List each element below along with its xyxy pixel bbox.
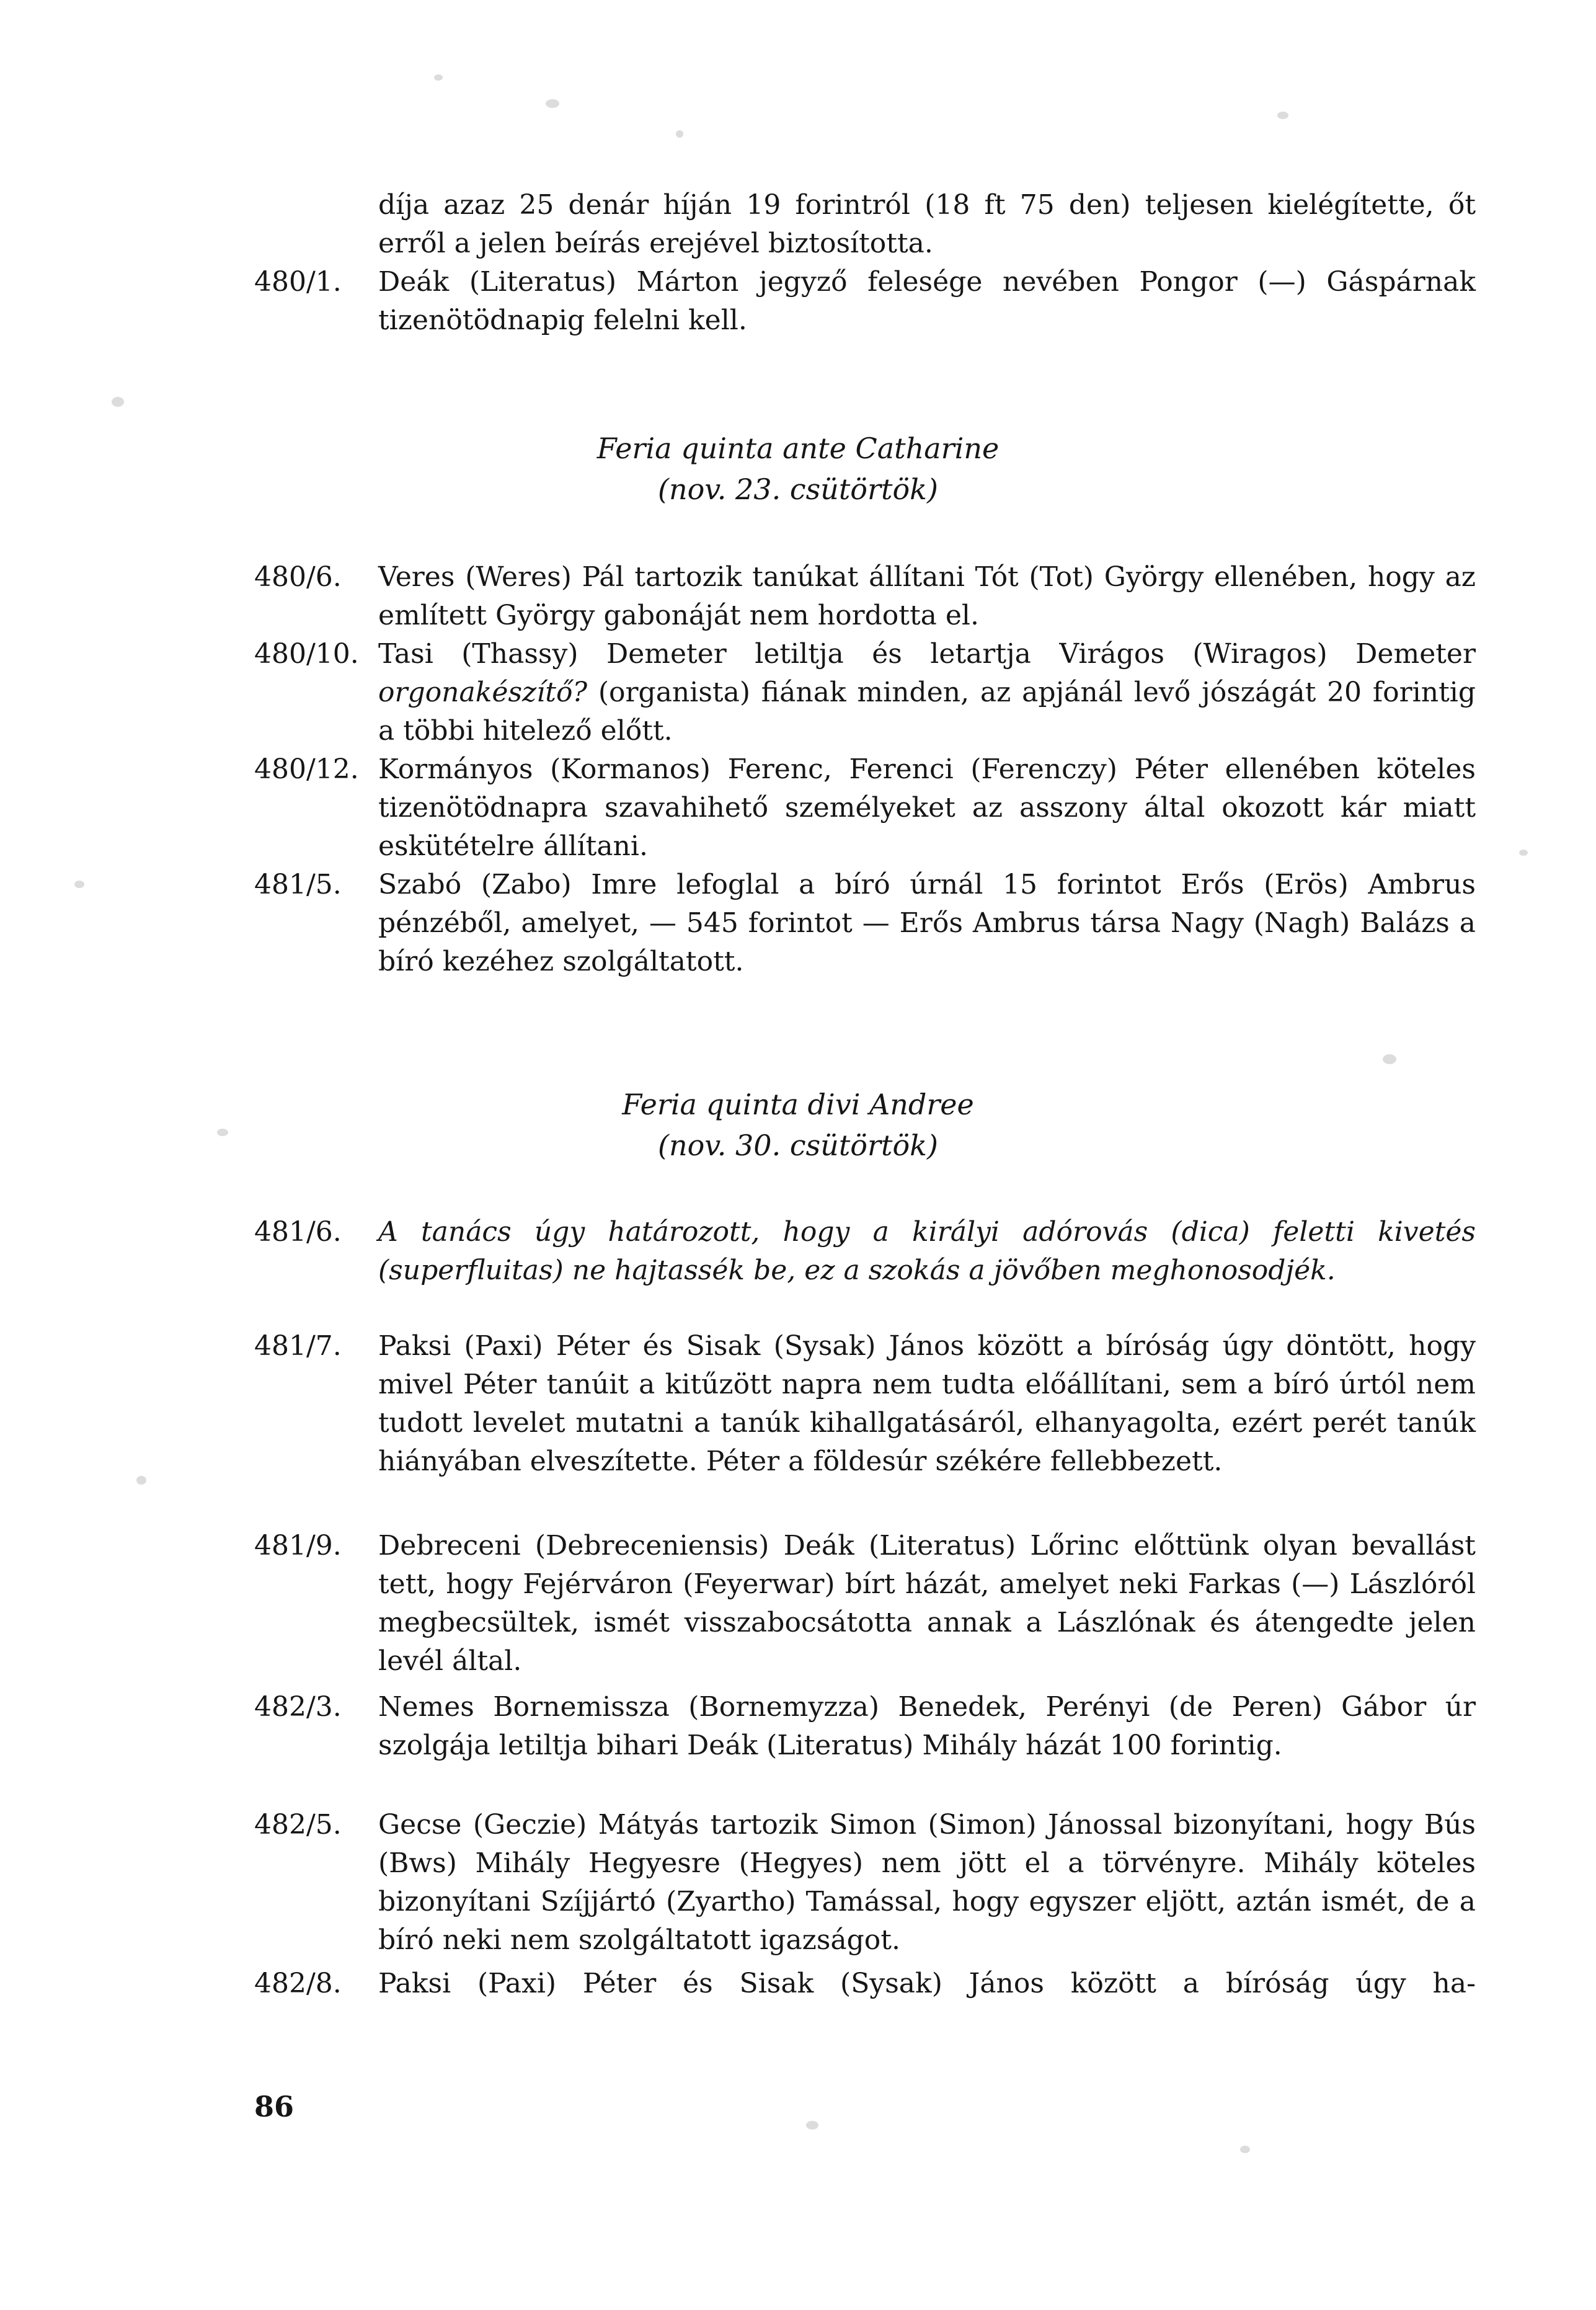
section-heading	[0, 428, 1596, 510]
entry-text-part: (organista) fiának minden, az apjánál levő jószágát 20 forintig a többi hitelező előtt.	[378, 677, 1476, 747]
entry-text: Debreceni (Debreceniensis) Deák (Literatus) Lőrinc előttünk olyan bevallást tett, hogy Fejérváron (Feyerwar) bírt házát, amelyet neki Farkas (—) Lászlóról megbecsültek, ismét visszabocsátotta annak a Lászlónak és átengedte jelen levél által.	[378, 1530, 1476, 1677]
entry-number: 482/5.	[254, 1809, 342, 1841]
entry-number: 480/12.	[254, 753, 359, 785]
scan-speck	[74, 881, 84, 888]
entry-number: 480/6.	[254, 561, 342, 593]
section-heading-line1: Feria quinta ante Catharine	[596, 432, 1000, 465]
entry-text-part: Tasi (Thassy) Demeter letiltja és letartja Virágos (Wiragos) Demeter	[378, 638, 1476, 670]
section-heading	[0, 1084, 1596, 1166]
scan-speck	[136, 1476, 146, 1485]
entry-text: Kormányos (Kormanos) Ferenc, Ferenci (Ferenczy) Péter ellenében köteles tizenötödnapra szavahihető személyeket az asszony által okozott kár miatt eskütételre állítani.	[378, 753, 1476, 862]
entry-text: A tanács úgy határozott, hogy a királyi adórovás (dica) feletti kivetés (superfluitas) ne hajtassék be, ez a szokás a jövőben meghonosodjék.	[378, 1216, 1476, 1286]
entry-continuation-text: díja azaz 25 denár híján 19 forintról (18 ft 75 den) teljesen kielégítette, őt erről a jelen beírás erejével biztosította.	[378, 189, 1476, 259]
entry-number: 481/9.	[254, 1530, 342, 1561]
entry-number: 481/5.	[254, 869, 342, 900]
entry-number: 482/3.	[254, 1691, 342, 1723]
scan-speck	[546, 99, 559, 108]
scan-speck	[1240, 2146, 1250, 2153]
entry-text: Nemes Bornemissza (Bornemyzza) Benedek, Perényi (de Peren) Gábor úr szolgája letiltja bihari Deák (Literatus) Mihály házát 100 forintig.	[378, 1691, 1476, 1761]
entry-number: 481/6.	[254, 1216, 342, 1248]
scan-speck	[1519, 850, 1528, 856]
entry-text: Paksi (Paxi) Péter és Sisak (Sysak) János között a bíróság úgy döntött, hogy mivel Péter tanúit a kitűzött napra nem tudta előállítani, sem a bíró úrtól nem tudott levelet mutatni a tanúk kihallgatásáról, elhanyagolta, ezért perét tanúk hiányában elveszítette. Péter a földesúr székére fellebbezett.	[378, 1330, 1476, 1477]
entry-number: 481/7.	[254, 1330, 342, 1362]
scan-speck	[434, 74, 443, 81]
scan-speck	[676, 130, 683, 138]
entry-text-italic: orgonakészítő?	[378, 677, 588, 708]
section-heading-line2: (nov. 23. csütörtök)	[658, 473, 938, 506]
entry-number: 480/1.	[254, 266, 342, 298]
scan-speck	[1277, 112, 1288, 119]
section-heading-line1: Feria quinta divi Andree	[622, 1088, 974, 1121]
entry-number: 480/10.	[254, 638, 359, 670]
entry-text	[378, 635, 1476, 750]
scan-speck	[112, 397, 124, 407]
scan-speck	[1383, 1054, 1396, 1064]
entry-number: 482/8.	[254, 1968, 342, 1999]
section-heading-line2: (nov. 30. csütörtök)	[658, 1129, 938, 1162]
entry-text: Veres (Weres) Pál tartozik tanúkat állítani Tót (Tot) György ellenében, hogy az említett György gabonáját nem hordotta el.	[378, 561, 1476, 631]
page-number: 86	[254, 2090, 295, 2123]
entry-text: Paksi (Paxi) Péter és Sisak (Sysak) János között a bíróság úgy ha-	[378, 1968, 1476, 1999]
entry-text: Szabó (Zabo) Imre lefoglal a bíró úrnál 15 forintot Erős (Erös) Ambrus pénzéből, amelyet, — 545 forintot — Erős Ambrus társa Nagy (Nagh) Balázs a bíró kezéhez szolgáltatott.	[378, 869, 1476, 977]
entry-text: Gecse (Geczie) Mátyás tartozik Simon (Simon) Jánossal bizonyítani, hogy Bús (Bws) Mihály Hegyesre (Hegyes) nem jött el a törvényre. Mihály köteles bizonyítani Szíjjártó (Zyartho) Tamással, hogy egyszer eljött, aztán ismét, de a bíró neki nem szolgáltatott igazságot.	[378, 1809, 1476, 1956]
scan-speck	[806, 2121, 818, 2130]
entry-text: Deák (Literatus) Márton jegyző felesége nevében Pongor (—) Gáspárnak tizenötödnapig felelni kell.	[378, 266, 1476, 336]
